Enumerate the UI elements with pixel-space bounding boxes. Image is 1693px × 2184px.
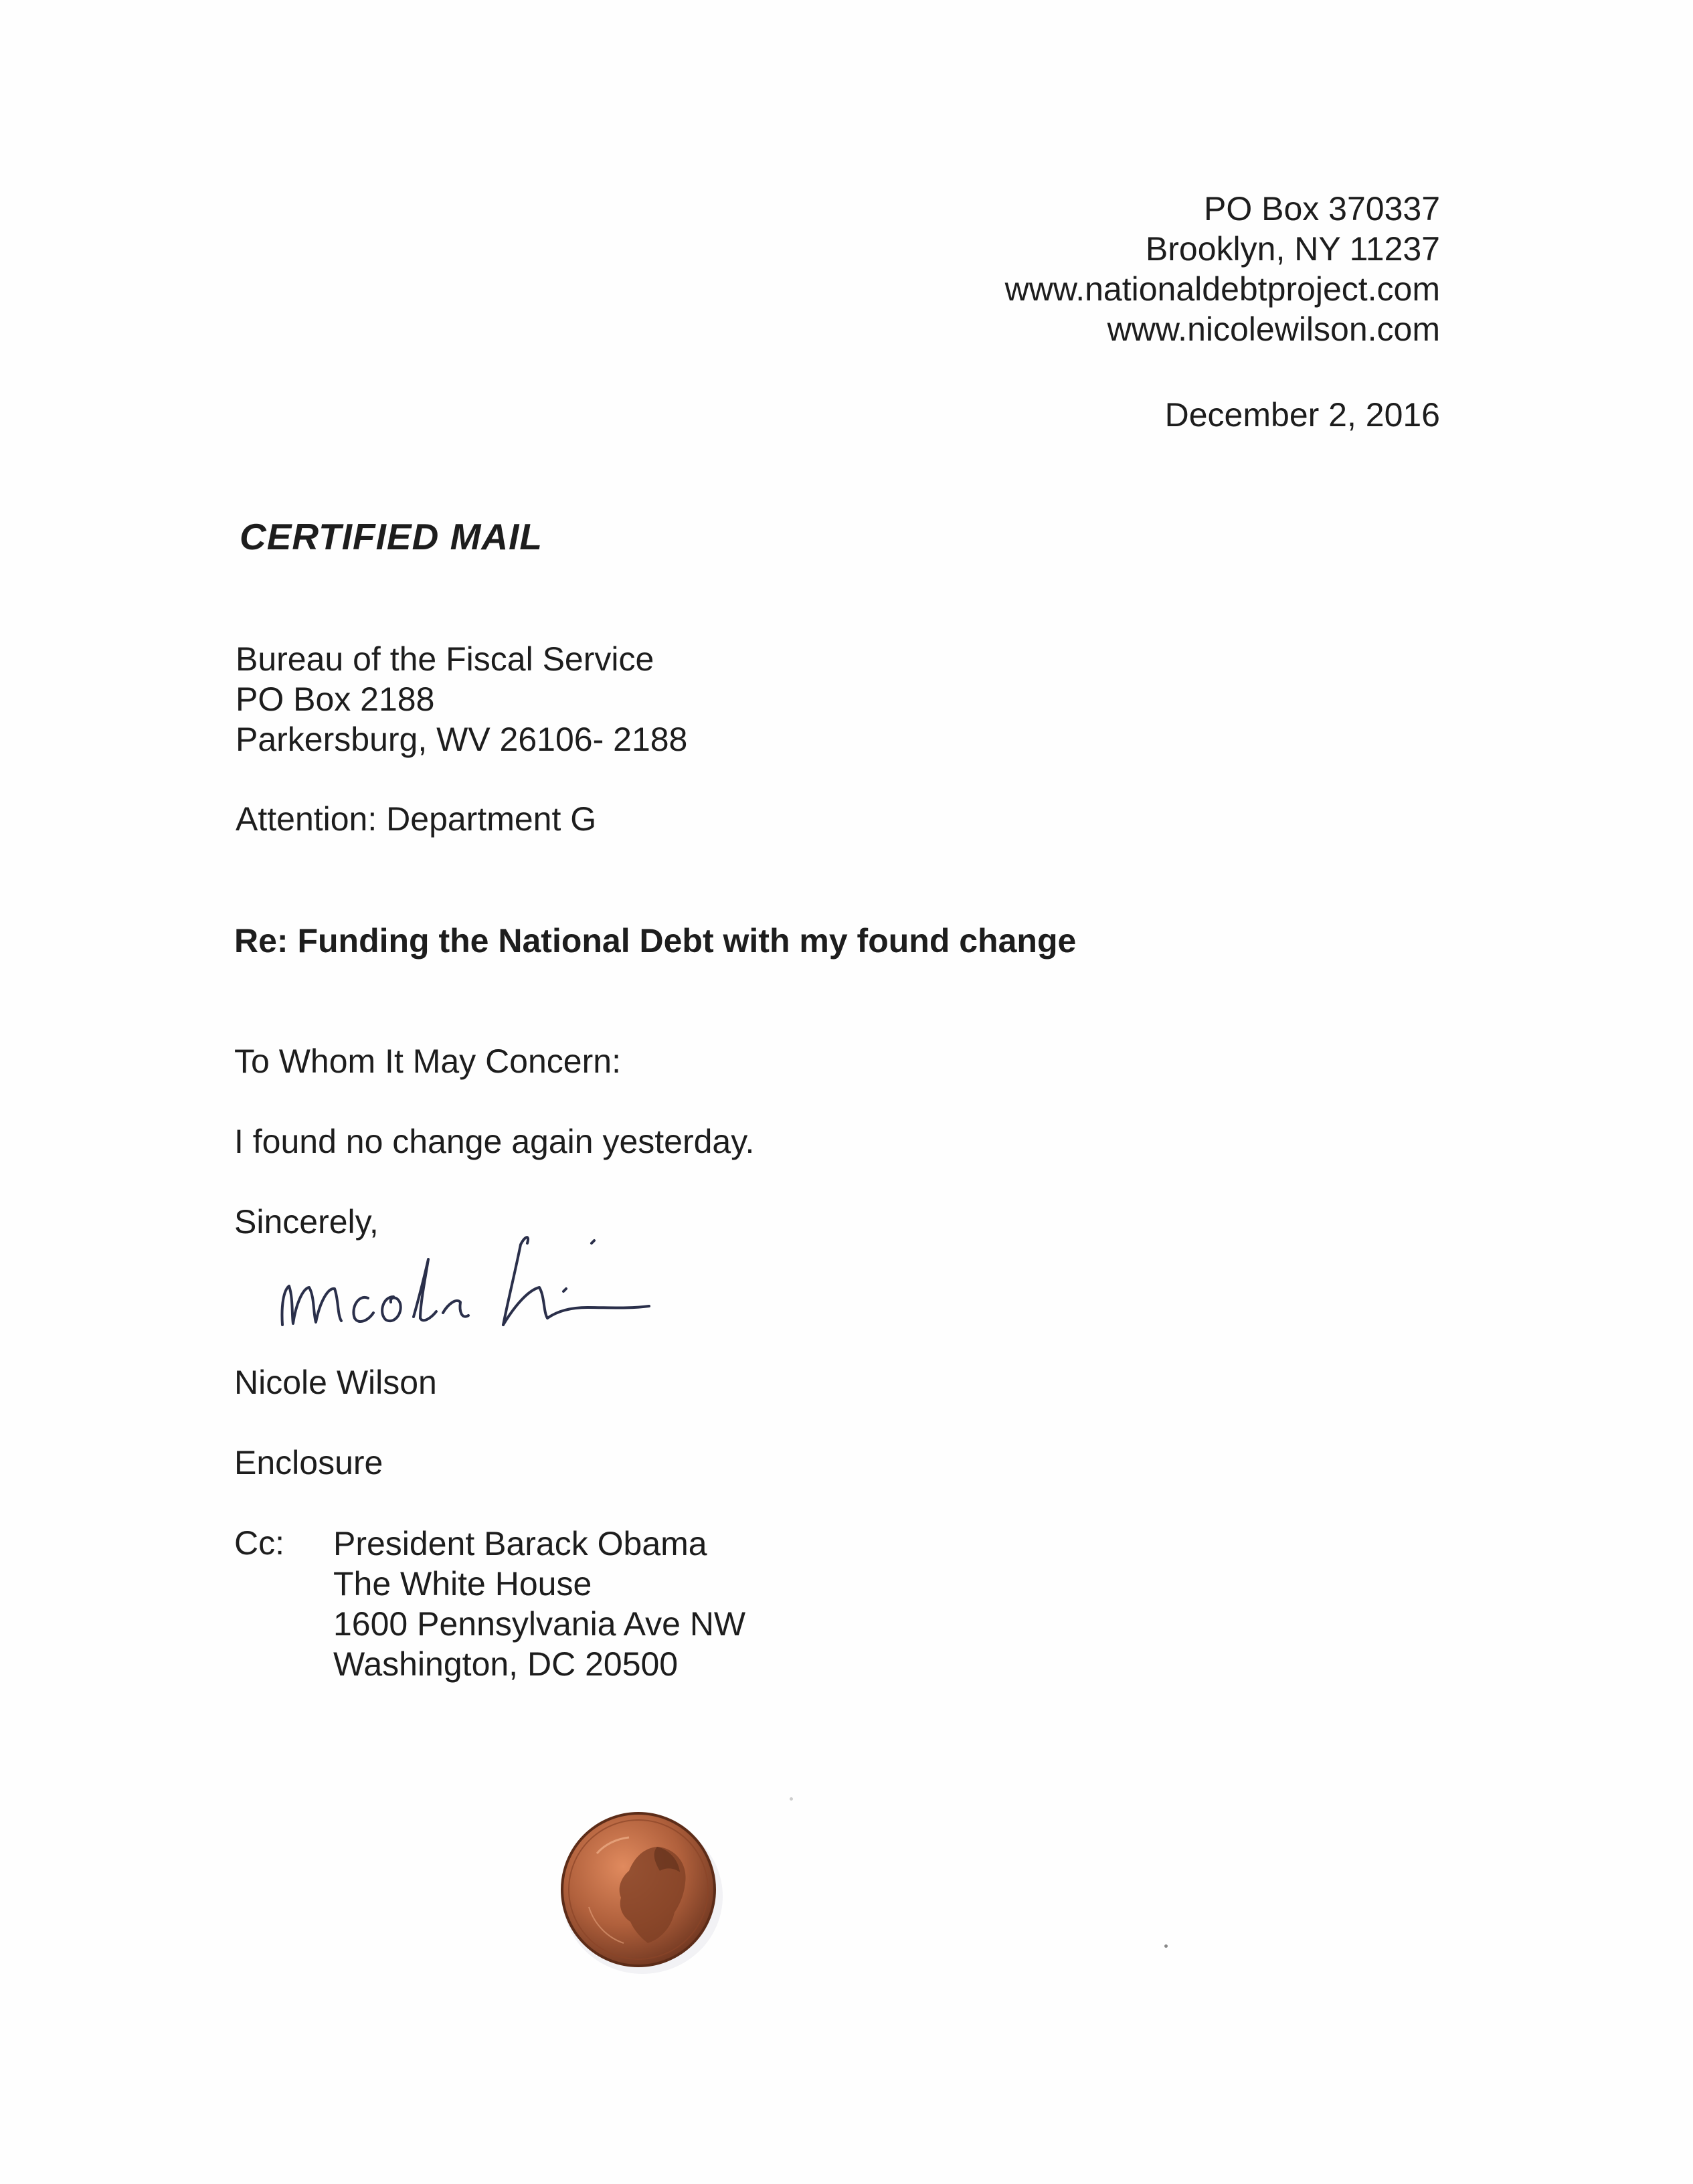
return-address-website-2: www.nicolewilson.com — [1107, 310, 1440, 348]
subject-line: Re: Funding the National Debt with my found change — [234, 922, 1077, 960]
signer-name: Nicole Wilson — [234, 1364, 437, 1401]
penny-icon — [557, 1807, 724, 1974]
closing: Sincerely, — [234, 1203, 379, 1241]
cc-city: Washington, DC 20500 — [333, 1645, 679, 1683]
return-address-city: Brooklyn, NY 11237 — [1145, 230, 1440, 268]
cc-address — [333, 1524, 745, 1684]
recipient-address — [236, 639, 687, 759]
scan-speck — [790, 1797, 793, 1801]
cc-label: Cc: — [234, 1524, 284, 1562]
salutation: To Whom It May Concern: — [234, 1042, 621, 1080]
cc-organization: The White House — [333, 1565, 592, 1603]
scan-speck — [1164, 1944, 1168, 1948]
certified-mail-heading: CERTIFIED MAIL — [240, 516, 543, 557]
return-address — [1005, 189, 1440, 349]
letter-date: December 2, 2016 — [1164, 396, 1440, 434]
handwritten-signature — [268, 1224, 723, 1358]
cc-street: 1600 Pennsylvania Ave NW — [333, 1605, 746, 1643]
cc-name: President Barack Obama — [333, 1525, 707, 1562]
recipient-po-box: PO Box 2188 — [236, 680, 435, 718]
recipient-city: Parkersburg, WV 26106- 2188 — [236, 721, 688, 758]
enclosure-note: Enclosure — [234, 1444, 383, 1481]
attention-line: Attention: Department G — [236, 800, 597, 838]
letter-body: I found no change again yesterday. — [234, 1123, 755, 1160]
return-address-po-box: PO Box 370337 — [1203, 190, 1440, 227]
recipient-name: Bureau of the Fiscal Service — [236, 640, 654, 678]
return-address-website-1: www.nationaldebtproject.com — [1004, 270, 1440, 308]
